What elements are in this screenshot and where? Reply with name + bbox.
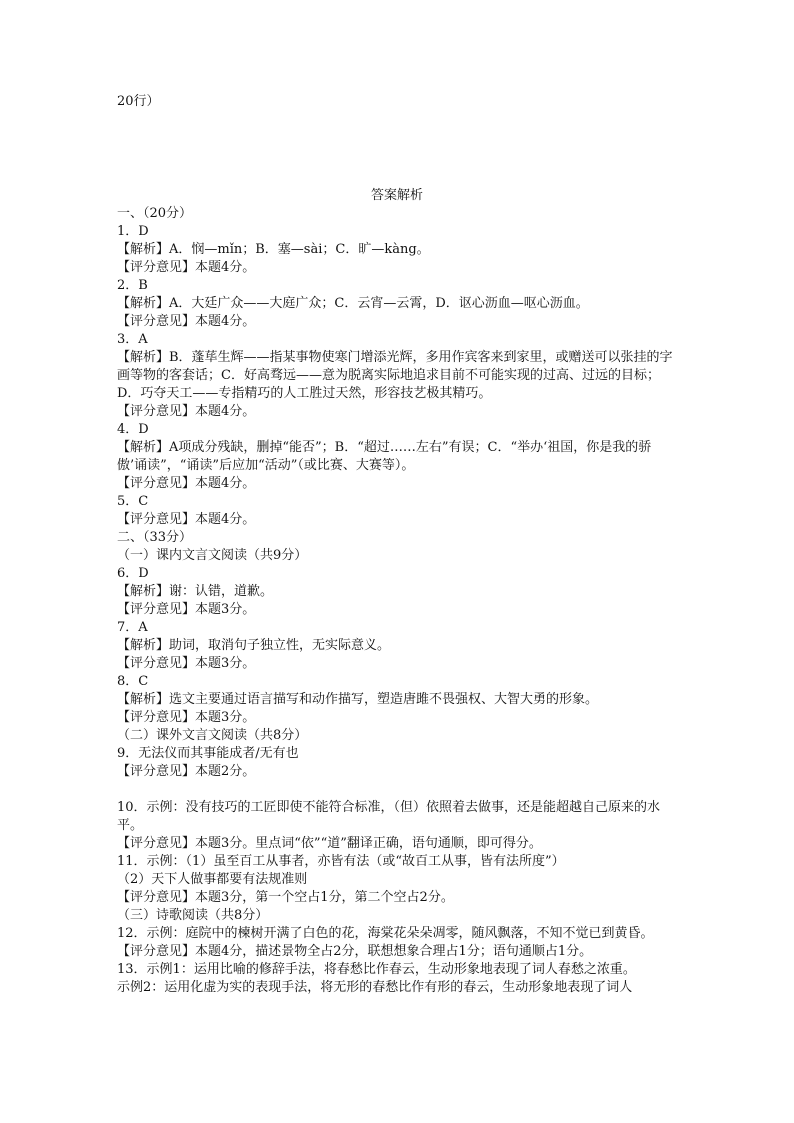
content-line: 4．D — [117, 422, 149, 437]
content-line: 7．A — [117, 620, 148, 635]
content-line: 【评分意见】本题3分，第一个空占1分，第二个空占2分。 — [117, 890, 454, 905]
content-line: 3．A — [117, 332, 148, 347]
content-line: （2）天下人做事都要有法规准则 — [117, 872, 308, 887]
page-title: 答案解析 — [370, 188, 423, 203]
content-line: 【评分意见】本题4分。 — [117, 260, 256, 275]
content-line: 5．C — [117, 494, 149, 509]
content-line: （三）诗歌阅读（共8分） — [117, 908, 269, 923]
content-line: 【解析】A．大廷广众——大庭广众；C．云宵—云霄，D．讴心沥血—呕心沥血。 — [117, 296, 589, 311]
content-line: 【评分意见】本题3分。 — [117, 710, 256, 725]
content-line: 12．示例：庭院中的楝树开满了白色的花，海棠花朵朵凋零，随风飘落，不知不觉已到黄昏。 — [117, 926, 654, 941]
content-line: 一、（20分） — [117, 206, 193, 221]
content-line: 8．C — [117, 674, 149, 689]
content-line: 【解析】A项成分残缺，删掉“能否”；B．“超过……左右”有误；C．“举办‘祖国，你是我的骄傲’诵读”，“诵读”后应加“活动”（或比赛、大赛等）。 — [117, 440, 652, 473]
content-line: 【评分意见】本题3分。 — [117, 656, 256, 671]
content-line: 【评分意见】本题4分，描述景物全占2分，联想想象合理占1分；语句通顺占1分。 — [117, 944, 593, 959]
content-line: 【解析】选文主要通过语言描写和动作描写，塑造唐雎不畏强权、大智大勇的形象。 — [117, 692, 599, 707]
answer-content — [117, 205, 679, 997]
content-line: 二、（33分） — [117, 530, 193, 545]
content-line: 示例2：运用化虚为实的表现手法，将无形的春愁比作有形的春云，生动形象地表现了词人 — [117, 980, 633, 995]
content-line: 2．B — [117, 278, 148, 293]
top-note: 20行） — [117, 94, 160, 109]
content-line: 【评分意见】本题4分。 — [117, 476, 256, 491]
content-line: 【解析】助词，取消句子独立性，无实际意义。 — [117, 638, 391, 653]
content-line: 【评分意见】本题4分。 — [117, 314, 256, 329]
content-line: 11．示例：（1）虽至百工从事者，亦皆有法（或“故百工从事，皆有法所度”） — [117, 854, 565, 869]
content-line: 【评分意见】本题4分。 — [117, 404, 256, 419]
content-line: （二）课外文言文阅读（共8分） — [117, 728, 308, 743]
content-line: 10．示例：没有技巧的工匠即使不能符合标准，（但）依照着去做事，还是能超越自己原来的水平。 — [117, 800, 661, 833]
content-line: 【解析】谢：认错，道歉。 — [117, 584, 274, 599]
content-line: 【评分意见】本题4分。 — [117, 512, 256, 527]
content-line: 【解析】B．蓬荜生辉——指某事物使寒门增添光辉，多用作宾客来到家里，或赠送可以张挂的字画等物的客套话；C．好高骛远——意为脱离实际地追求目前不可能实现的过高、过远的目标；D．巧夺天工——专指精巧的人工胜过天然，形容技艺极其精巧。 — [117, 350, 673, 401]
content-line: 【评分意见】本题3分。里点词“依”“道”翻译正确，语句通顺，即可得分。 — [117, 836, 542, 851]
content-line: 1．D — [117, 224, 149, 239]
content-line: 13．示例1：运用比喻的修辞手法，将春愁比作春云，生动形象地表现了词人春愁之浓重。 — [117, 962, 636, 977]
content-line: 【评分意见】本题3分。 — [117, 602, 256, 617]
content-line: 【评分意见】本题2分。 — [117, 764, 256, 779]
content-line: 6．D — [117, 566, 149, 581]
content-line: 9．无法仪而其事能成者/无有也 — [117, 746, 299, 761]
blank-line — [117, 781, 679, 799]
content-line: （一）课内文言文阅读（共9分） — [117, 548, 308, 563]
content-line: 【解析】A．悯—mǐn；B．塞—sài；C．旷—kàng。 — [117, 242, 430, 257]
